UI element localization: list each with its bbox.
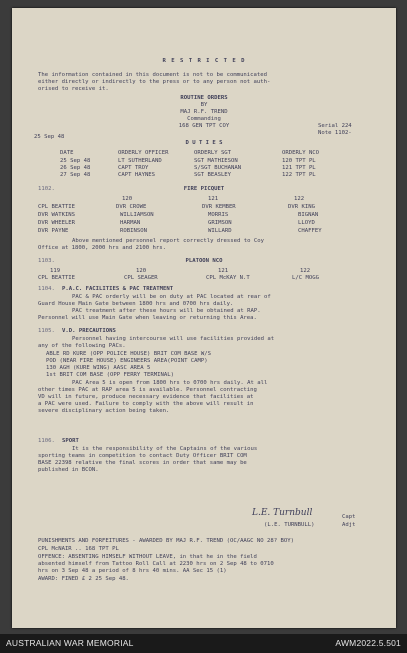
table-cell: 27 Sep 48 — [60, 172, 91, 178]
table-cell: CAPT TROY — [118, 165, 149, 171]
part2-line: hrs on 3 Sep 48 a period of 8 hrs 40 mins. AA Sec 15 (1) — [38, 568, 227, 574]
body-line: PAC Area 5 is open from 1800 hrs to 0700 hrs daily. At all — [72, 380, 268, 386]
table-cell: DVR KEMBER — [202, 204, 236, 210]
table-cell: DVR PAYNE — [38, 228, 69, 234]
pac-heading: P.A.C. FACILITIES & PAC TREATMENT — [62, 286, 174, 292]
picquet-note: Office at 1800, 2000 hrs and 2100 hrs. — [38, 245, 166, 251]
table-cell: 120 TPT PL — [282, 158, 316, 164]
table-cell: CPL McKAY N.T — [206, 275, 250, 281]
table-cell: BIGNAN — [298, 212, 319, 218]
platoon-col: 121 — [208, 196, 219, 202]
fire-picquet-heading: FIRE PICQUET — [183, 186, 225, 192]
archive-name: AUSTRALIAN WAR MEMORIAL — [6, 638, 134, 648]
table-cell: GRIMSON — [208, 220, 232, 226]
table-cell: ROBINSON — [120, 228, 147, 234]
table-cell: MORRIS — [208, 212, 229, 218]
table-cell: DVR CROWE — [116, 204, 147, 210]
warning-line: orised to receive it. — [38, 86, 109, 92]
table-cell: 26 Sep 48 — [60, 165, 91, 171]
body-line: PAC & PAC orderly will be on duty at PAC located at rear of — [72, 294, 271, 300]
table-cell: DVR WHEELER — [38, 220, 76, 226]
sport-heading: SPORT — [62, 438, 79, 444]
section-number: 1103. — [38, 258, 55, 264]
section-number: 1105. — [38, 328, 55, 334]
note-number: Note 1102- — [318, 130, 352, 136]
warning-line: The information contained in this document is not to be communicated — [38, 72, 268, 78]
platoon-col: 122 — [300, 268, 311, 274]
table-cell: 122 TPT PL — [282, 172, 316, 178]
body-line: severe disciplinary action being taken. — [38, 408, 170, 414]
table-cell: DVR WATKINS — [38, 212, 76, 218]
body-line: 1st BRIT COM BASE (OPP FERRY TERMINAL) — [46, 372, 174, 378]
table-cell: WILLIAMSON — [120, 212, 154, 218]
table-cell: 121 TPT PL — [282, 165, 316, 171]
body-line: 130 AGH (KURE WING) AASC AREA 5 — [46, 365, 151, 371]
body-line: Personnel will use Main Gate when leaving or returning this Area. — [38, 315, 257, 321]
body-line: POD (NEAR FIRE HOUSE) ENGINEERS AREA(POINT CAMP) — [46, 358, 208, 364]
body-line: PAC treatment after these hours will be obtained at RAP. — [72, 308, 261, 314]
table-cell: SGT BEASLEY — [194, 172, 232, 178]
platoon-col: 120 — [122, 196, 133, 202]
warning-line: either directly or indirectly to the press or to any person not auth- — [38, 79, 271, 85]
vd-heading: V.D. PRECAUTIONS — [62, 328, 116, 334]
part2-line: CPL McNAIR .. 168 TPT PL — [38, 546, 119, 552]
orders-title: ROUTINE ORDERS — [180, 95, 228, 101]
duties-col-nco: ORDERLY NCO — [282, 150, 320, 156]
body-line: a PAC were used. Failure to comply with the above will result in — [38, 401, 254, 407]
part2-line: PUNISHMENTS AND FORFEITURES - AWARDED BY MAJ R.F. TREND (OC/AAGC NO 28? BOY) — [38, 538, 294, 544]
duties-heading: D U T I E S — [185, 140, 223, 146]
body-line: any of the following PACs. — [38, 343, 126, 349]
document-page — [12, 8, 396, 628]
officer-role: Commanding — [187, 116, 221, 122]
table-cell: HARMAN — [120, 220, 141, 226]
signatory-role: Adjt — [342, 522, 356, 528]
platoon-col: 120 — [136, 268, 147, 274]
picquet-note: Above mentioned personnel report correctly dressed to Coy — [72, 238, 264, 244]
section-number: 1102. — [38, 186, 55, 192]
body-line: VD will in future, produce necessary evidence that facilities at — [38, 394, 254, 400]
part2-line: OFFENCE: ABSENTING HIMSELF WITHOUT LEAVE, in that he in the field — [38, 554, 257, 560]
platoon-col: 121 — [218, 268, 229, 274]
body-line: sporting teams in competition to contact Duty Officer BRIT COM — [38, 453, 247, 459]
table-cell: DVR KING — [288, 204, 315, 210]
handwritten-signature: L.E. Turnbull — [252, 508, 313, 518]
archive-footer — [0, 634, 407, 653]
catalogue-number: AWM2022.5.501 — [335, 638, 401, 648]
body-line: other times PAC at RAP area 5 is available. Personnel contracting — [38, 387, 257, 393]
part2-line: AWARD: FINED £ 2 25 Sep 48. — [38, 576, 129, 582]
body-line: BASE 22398 relative the final scores in order that same may be — [38, 460, 247, 466]
body-line: Personnel having intercourse will use facilities provided at — [72, 336, 275, 342]
table-cell: WILLARD — [208, 228, 232, 234]
classification-heading: R E S T R I C T E D — [162, 58, 246, 64]
table-cell: L/C MOGG — [292, 275, 319, 281]
body-line: ABLE RD KURE (OPP POLICE HOUSE) BRIT COM BASE W/S — [46, 351, 212, 357]
table-cell: LLOYD — [298, 220, 315, 226]
body-line: It is the responsibility of the Captains of the various — [72, 446, 258, 452]
platoon-col: 122 — [294, 196, 305, 202]
signature-suffix: Capt — [342, 514, 356, 520]
part2-line: absented himself from Tattoo Roll Call at 2230 hrs on 2 Sep 48 to 0710 — [38, 561, 274, 567]
platoon-col: 119 — [50, 268, 61, 274]
table-cell: S/SGT BUCHANAN — [194, 165, 242, 171]
body-line: published in BCON. — [38, 467, 99, 473]
body-line: Guard House Main Gate between 1800 hrs and 0700 hrs daily. — [38, 301, 234, 307]
platoon-nco-heading: PLATOON NCO — [185, 258, 223, 264]
duties-col-date: DATE — [60, 150, 74, 156]
table-cell: CPL BEATTIE — [38, 275, 76, 281]
duties-col-officer: ORDERLY OFFICER — [118, 150, 169, 156]
section-number: 1106. — [38, 438, 55, 444]
signatory-name: (L.E. TURNBULL) — [264, 522, 315, 528]
table-cell: CPL BEATTIE — [38, 204, 76, 210]
table-cell: SGT MATHIESON — [194, 158, 238, 164]
section-number: 1104. — [38, 286, 55, 292]
serial-number: Serial 224 — [318, 123, 352, 129]
table-cell: CHAFFEY — [298, 228, 322, 234]
commanding-officer: MAJ R.F. TREND — [180, 109, 228, 115]
table-cell: CPL SEAGER — [124, 275, 158, 281]
order-date: 25 Sep 48 — [34, 134, 65, 140]
table-cell: 25 Sep 48 — [60, 158, 91, 164]
duties-col-sgt: ORDERLY SGT — [194, 150, 232, 156]
orders-title-by: BY — [200, 102, 208, 108]
table-cell: LT SUTHERLAND — [118, 158, 162, 164]
table-cell: CAPT HAYNES — [118, 172, 156, 178]
unit-name: 168 GEN TPT COY — [178, 123, 230, 129]
